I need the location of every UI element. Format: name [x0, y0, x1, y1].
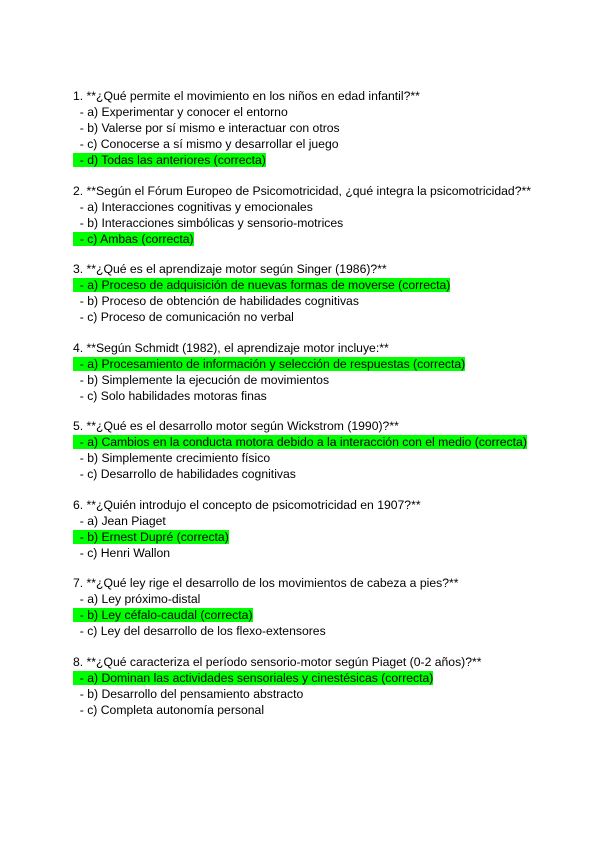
- option-text: - c) Solo habilidades motoras finas: [73, 388, 267, 403]
- answer-option: [73, 388, 573, 404]
- answer-option: [73, 136, 573, 152]
- option-text: - a) Jean Piaget: [73, 513, 166, 528]
- option-text: - b) Interacciones simbólicas y sensorio-motrices: [73, 215, 344, 230]
- option-text: - c) Proceso de comunicación no verbal: [73, 310, 294, 324]
- question-list: [73, 88, 573, 732]
- question-block: [73, 418, 573, 482]
- answer-option: [73, 513, 573, 529]
- correct-option: [73, 277, 573, 293]
- question-text: 7. **¿Qué ley rige el desarrollo de los movimientos de cabeza a pies?**: [73, 576, 459, 590]
- question-block: [73, 88, 573, 168]
- option-text: - a) Ley próximo-distal: [73, 592, 201, 606]
- correct-option: [73, 607, 573, 623]
- answer-option: [73, 104, 573, 120]
- answer-option: [73, 372, 573, 388]
- question-block: [73, 575, 573, 639]
- question-block: [73, 497, 573, 561]
- question-block: [73, 340, 573, 404]
- question-block: [73, 183, 573, 247]
- question-text: 1. **¿Qué permite el movimiento en los niños en edad infantil?**: [73, 89, 420, 103]
- correct-option: [73, 434, 573, 450]
- question-block: [73, 261, 573, 325]
- option-text: - a) Dominan las actividades sensoriales y cinestésicas (correcta): [73, 670, 434, 685]
- option-text: - b) Ley céfalo-caudal (correcta): [73, 608, 253, 622]
- option-text: - c) Henri Wallon: [73, 545, 171, 560]
- question-text: 2. **Según el Fórum Europeo de Psicomotricidad, ¿qué integra la psicomotricidad?**: [73, 183, 531, 198]
- option-text: - c) Desarrollo de habilidades cognitivas: [73, 467, 296, 481]
- correct-option: [73, 152, 573, 168]
- answer-option: [73, 309, 573, 325]
- question-text: 6. **¿Quién introdujo el concepto de psicomotricidad en 1907?**: [73, 497, 421, 512]
- answer-option: [73, 215, 573, 231]
- question-text: 4. **Según Schmidt (1982), el aprendizaje motor incluye:**: [73, 340, 389, 355]
- answer-option: [73, 199, 573, 215]
- option-text: - a) Procesamiento de información y selección de respuestas (correcta): [73, 356, 466, 371]
- question-text: 3. **¿Qué es el aprendizaje motor según Singer (1986)?**: [73, 262, 387, 276]
- correct-option: [73, 356, 573, 372]
- option-text: - c) Completa autonomía personal: [73, 702, 265, 717]
- answer-option: [73, 686, 573, 702]
- question-text: 5. **¿Qué es el desarrollo motor según Wickstrom (1990)?**: [73, 419, 399, 433]
- option-text: - a) Proceso de adquisición de nuevas formas de moverse (correcta): [73, 278, 451, 292]
- option-text: - b) Valerse por sí mismo e interactuar con otros: [73, 121, 340, 135]
- answer-option: [73, 623, 573, 639]
- answer-option: [73, 466, 573, 482]
- answer-option: [73, 120, 573, 136]
- answer-option: [73, 450, 573, 466]
- option-text: - c) Ambas (correcta): [73, 231, 194, 246]
- option-text: - b) Ernest Dupré (correcta): [73, 529, 229, 544]
- answer-option: [73, 702, 573, 718]
- question-block: [73, 654, 573, 718]
- option-text: - c) Ley del desarrollo de los flexo-extensores: [73, 624, 326, 638]
- option-text: - a) Interacciones cognitivas y emocionales: [73, 199, 313, 214]
- correct-option: [73, 670, 573, 686]
- option-text: - a) Cambios en la conducta motora debido a la interacción con el medio (correcta): [73, 435, 527, 449]
- correct-option: [73, 231, 573, 247]
- option-text: - c) Conocerse a sí mismo y desarrollar el juego: [73, 137, 339, 151]
- option-text: - a) Experimentar y conocer el entorno: [73, 105, 288, 119]
- option-text: - b) Simplemente crecimiento físico: [73, 451, 271, 465]
- option-text: - d) Todas las anteriores (correcta): [73, 153, 266, 167]
- answer-option: [73, 293, 573, 309]
- option-text: - b) Simplemente la ejecución de movimientos: [73, 372, 330, 387]
- answer-option: [73, 545, 573, 561]
- answer-option: [73, 591, 573, 607]
- correct-option: [73, 529, 573, 545]
- question-text: 8. **¿Qué caracteriza el período sensorio-motor según Piaget (0-2 años)?**: [73, 654, 482, 669]
- option-text: - b) Desarrollo del pensamiento abstracto: [73, 686, 304, 701]
- option-text: - b) Proceso de obtención de habilidades cognitivas: [73, 294, 359, 308]
